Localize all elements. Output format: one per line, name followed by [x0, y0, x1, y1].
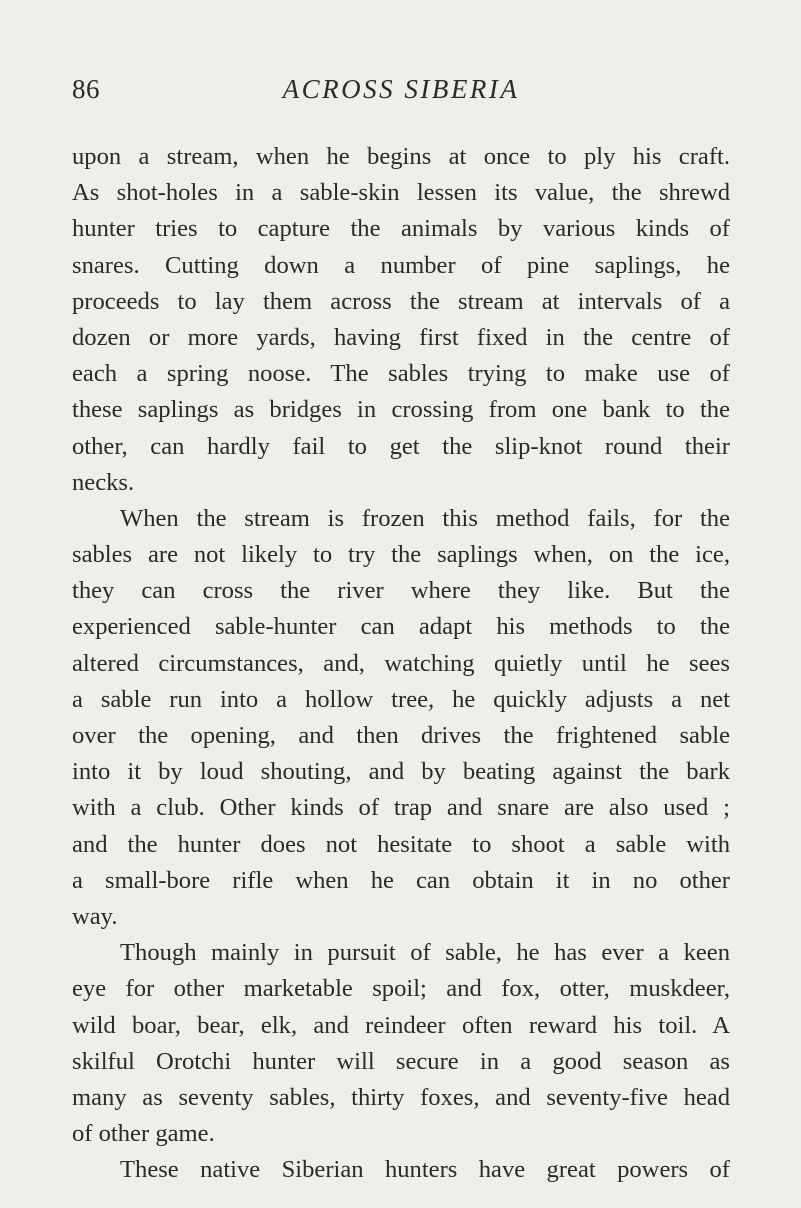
text-line: a sable run into a hollow tree, he quickly adjusts a net — [72, 685, 730, 713]
text-line: skilful Orotchi hunter will secure in a good season as — [72, 1047, 730, 1075]
text-line: with a club. Other kinds of trap and snare are also used ; — [72, 794, 730, 822]
text-line: dozen or more yards, having first fixed in the centre of — [72, 323, 730, 351]
text-line: proceeds to lay them across the stream at intervals of a — [72, 287, 730, 315]
text-line: other, can hardly fail to get the slip-knot round their — [72, 432, 730, 460]
text-line: a small-bore rifle when he can obtain it in no other — [72, 866, 730, 894]
text-line: way. — [72, 902, 118, 930]
text-line: many as seventy sables, thirty foxes, and seventy-five head — [72, 1083, 730, 1111]
text-line: necks. — [72, 468, 135, 496]
page-number: 86 — [72, 74, 100, 104]
text-line: upon a stream, when he begins at once to ply his craft. — [72, 143, 730, 170]
text-line: they can cross the river where they like. But the — [72, 577, 730, 605]
body-text — [72, 139, 730, 1188]
text-line: These native Siberian hunters have great powers of — [120, 1156, 730, 1184]
text-line: When the stream is frozen this method fails, for the — [120, 504, 730, 532]
text-line: of other game. — [72, 1120, 215, 1148]
text-line: snares. Cutting down a number of pine saplings, he — [72, 251, 730, 279]
running-head — [72, 74, 730, 114]
text-line: As shot-holes in a sable-skin lessen its value, the shrewd — [72, 179, 730, 207]
text-line: sables are not likely to try the saplings when, on the ice, — [72, 541, 730, 569]
text-line: and the hunter does not hesitate to shoot a sable with — [72, 830, 730, 858]
text-line: each a spring noose. The sables trying to make use of — [72, 360, 730, 388]
text-line: Though mainly in pursuit of sable, he has ever a keen — [120, 939, 730, 967]
running-title: ACROSS SIBERIA — [282, 74, 520, 104]
text-line: into it by loud shouting, and by beating against the bark — [72, 758, 730, 786]
text-line: wild boar, bear, elk, and reindeer often reward his toil. A — [72, 1011, 730, 1039]
text-line: these saplings as bridges in crossing from one bank to the — [72, 396, 730, 424]
text-line: altered circumstances, and, watching quietly until he sees — [72, 649, 730, 677]
text-line: eye for other marketable spoil; and fox, otter, muskdeer, — [72, 975, 730, 1003]
text-line: over the opening, and then drives the frightened sable — [72, 722, 730, 749]
text-line: hunter tries to capture the animals by various kinds of — [72, 215, 730, 243]
text-line: experienced sable-hunter can adapt his methods to the — [72, 613, 730, 641]
